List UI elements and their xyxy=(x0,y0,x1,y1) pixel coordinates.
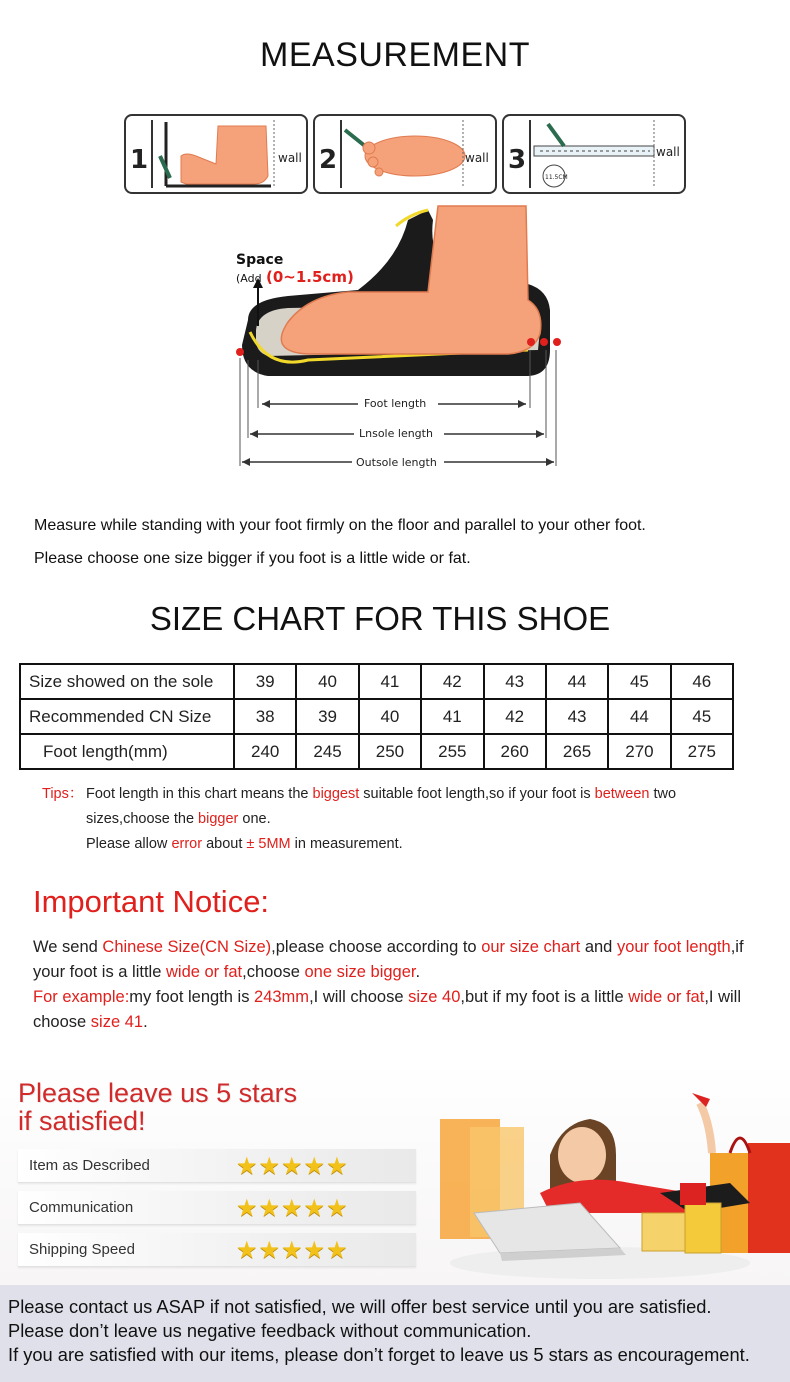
table-cell: 40 xyxy=(359,699,421,734)
svg-text:2: 2 xyxy=(319,145,338,175)
star-rating-icon: ★★★★★ xyxy=(236,1153,349,1180)
table-cell: 250 xyxy=(359,734,421,769)
ruler-mark: 11.5CM xyxy=(545,174,568,181)
foot-length-label: Foot length xyxy=(364,397,427,410)
table-cell: 45 xyxy=(671,699,733,734)
footer-line-3: If you are satisfied with our items, please don’t forget to leave us 5 stars as encouragement. xyxy=(8,1344,750,1365)
rating-label: Item as Described xyxy=(29,1157,150,1174)
tips-line-2: sizes,choose the bigger one. xyxy=(86,811,271,827)
space-label: Space xyxy=(236,252,284,268)
tips-line-3: Please allow error about ± 5MM in measurement. xyxy=(86,836,403,852)
notice-paragraph-2: For example:my foot length is 243mm,I will choose size 40,but if my foot is a little wide or fat,I will choose size 41. xyxy=(33,988,741,1031)
table-cell: 43 xyxy=(484,664,546,699)
row-label: Foot length(mm) xyxy=(20,734,234,769)
table-cell: 41 xyxy=(359,664,421,699)
table-cell: 270 xyxy=(608,734,670,769)
table-cell: 44 xyxy=(608,699,670,734)
table-cell: 42 xyxy=(484,699,546,734)
notice-body xyxy=(33,935,763,1035)
insole-length-label: Lnsole length xyxy=(359,427,433,440)
rating-banner xyxy=(0,1063,790,1285)
table-cell: 42 xyxy=(421,664,483,699)
star-rating-icon: ★★★★★ xyxy=(236,1195,349,1222)
table-cell: 240 xyxy=(234,734,296,769)
measurement-title: MEASUREMENT xyxy=(260,36,530,74)
rating-row-communication xyxy=(18,1191,416,1225)
rating-row-item-described xyxy=(18,1149,416,1183)
table-cell: 255 xyxy=(421,734,483,769)
rating-label: Shipping Speed xyxy=(29,1241,135,1258)
size-chart-title: SIZE CHART FOR THIS SHOE xyxy=(149,600,611,637)
measurement-step-3 xyxy=(502,114,686,194)
shopping-woman-illustration xyxy=(430,1063,790,1285)
space-add-prefix: (Add xyxy=(236,272,262,285)
measurement-step-2 xyxy=(313,114,497,194)
measurement-step-1 xyxy=(124,114,308,194)
size-chart-table xyxy=(19,663,734,770)
table-cell: 41 xyxy=(421,699,483,734)
outsole-length-label: Outsole length xyxy=(356,456,437,469)
tips-line-1: Foot length in this chart means the biggest suitable foot length,so if your foot is between two xyxy=(86,786,677,802)
rating-banner-title: Please leave us 5 stars if satisfied! xyxy=(18,1078,298,1136)
star-rating-icon: ★★★★★ xyxy=(236,1237,349,1264)
wall-label: wall xyxy=(278,151,302,165)
row-label: Recommended CN Size xyxy=(20,699,234,734)
footer-message xyxy=(0,1285,790,1382)
space-add-range: (0~1.5cm) xyxy=(266,268,354,286)
footer-line-2: Please don’t leave us negative feedback without communication. xyxy=(8,1320,532,1341)
table-cell: 43 xyxy=(546,699,608,734)
table-row xyxy=(20,664,733,699)
notice-paragraph-1: We send Chinese Size(CN Size),please choose according to our size chart and your foot length,if your foot is a little wide or fat,choose one size bigger. xyxy=(33,938,744,981)
table-row xyxy=(20,699,733,734)
table-cell: 39 xyxy=(296,699,358,734)
instruction-line-2: Please choose one size bigger if you foot is a little wide or fat. xyxy=(34,550,471,567)
instruction-line-1: Measure while standing with your foot firmly on the floor and parallel to your other foot. xyxy=(34,517,646,534)
svg-text:wall: wall xyxy=(465,151,489,165)
table-cell: 44 xyxy=(546,664,608,699)
svg-text:wall: wall xyxy=(656,145,680,159)
table-cell: 245 xyxy=(296,734,358,769)
notice-title: Important Notice: xyxy=(33,884,270,919)
table-row xyxy=(20,734,733,769)
shoe-size-diagram xyxy=(228,200,568,475)
table-cell: 46 xyxy=(671,664,733,699)
table-cell: 45 xyxy=(608,664,670,699)
table-cell: 275 xyxy=(671,734,733,769)
table-cell: 260 xyxy=(484,734,546,769)
table-cell: 38 xyxy=(234,699,296,734)
rating-row-shipping-speed xyxy=(18,1233,416,1267)
svg-text:3: 3 xyxy=(508,145,527,175)
table-cell: 265 xyxy=(546,734,608,769)
table-cell: 40 xyxy=(296,664,358,699)
footer-line-1: Please contact us ASAP if not satisfied, we will offer best service until you are satisfied. xyxy=(8,1296,712,1317)
rating-label: Communication xyxy=(29,1199,134,1216)
tips-label: Tips： xyxy=(42,786,84,802)
table-cell: 39 xyxy=(234,664,296,699)
row-label: Size showed on the sole xyxy=(20,664,234,699)
step-number: 1 xyxy=(130,145,149,175)
